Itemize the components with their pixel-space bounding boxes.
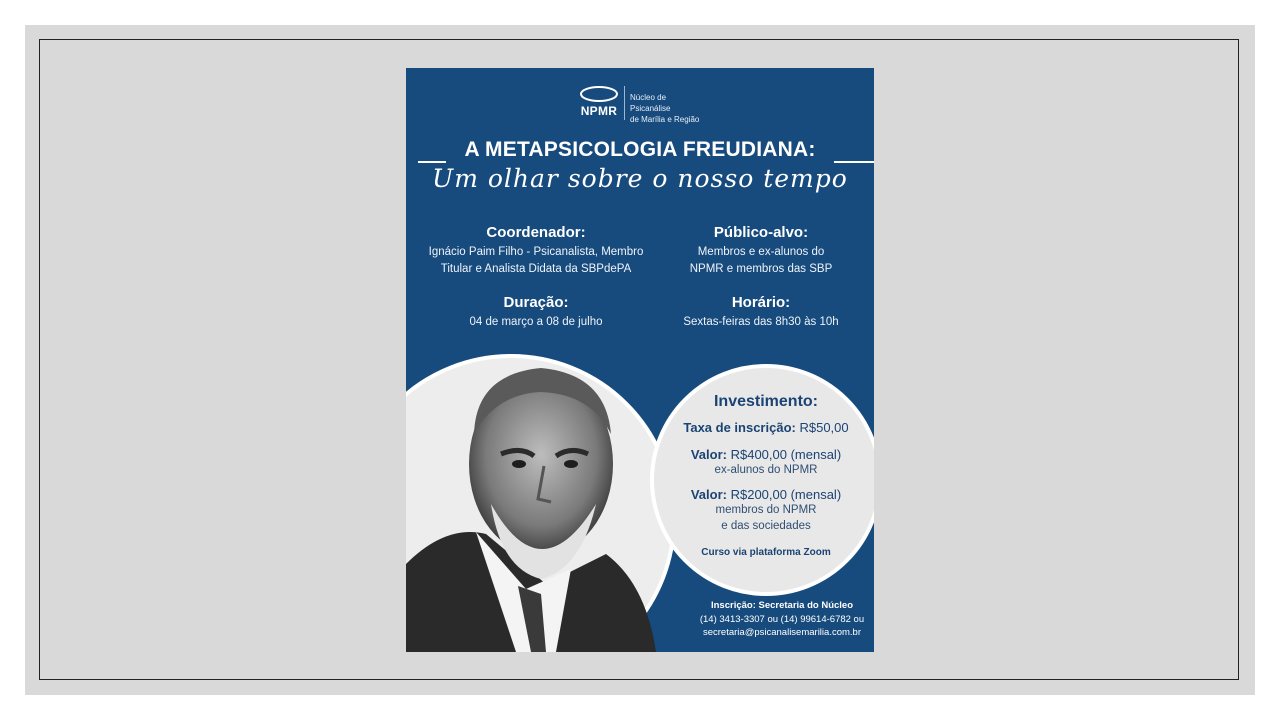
contact-phones: (14) 3413-3307 ou (14) 99614-6782 ou xyxy=(699,613,865,625)
price-2-audience-line-2: e das sociedades xyxy=(721,520,811,532)
duration-heading: Duração: xyxy=(503,294,569,311)
contact-heading: Inscrição: Secretaria do Núcleo xyxy=(710,600,854,611)
price-members xyxy=(676,487,856,534)
price-1-label: Valor: xyxy=(690,447,727,462)
coordinator-heading: Coordenador: xyxy=(486,224,586,241)
coordinator-line-1: Ignácio Paim Filho - Psicanalista, Membro xyxy=(428,246,644,258)
audience-heading: Público-alvo: xyxy=(713,224,809,241)
audience-line-1: Membros e ex-alunos do xyxy=(697,246,825,258)
price-2-label: Valor: xyxy=(690,487,727,502)
coordinator-block xyxy=(416,224,656,278)
registration-fee xyxy=(668,420,864,435)
price-1-audience: ex-alunos do NPMR xyxy=(714,464,818,476)
zoom-note-text: Curso via plataforma Zoom xyxy=(701,547,831,558)
logo-text-line-2: de Marília e Região xyxy=(630,115,700,124)
zoom-note xyxy=(676,547,856,558)
npmr-logo xyxy=(578,84,708,124)
audience-block xyxy=(666,224,856,278)
schedule-block xyxy=(666,294,856,331)
logo-text-line-1: Núcleo de Psicanálise xyxy=(630,93,671,113)
duration-text: 04 de março a 08 de julho xyxy=(469,316,603,328)
logo-text xyxy=(630,92,708,125)
schedule-text: Sextas-feiras das 8h30 às 10h xyxy=(683,316,839,328)
price-1-value: R$400,00 (mensal) xyxy=(730,447,842,462)
contact-email: secretaria@psicanalisemarilia.com.br xyxy=(702,627,861,638)
poster-title: A METAPSICOLOGIA FREUDIANA: xyxy=(464,138,816,161)
logo-abbreviation: NPMR xyxy=(580,104,618,118)
freud-portrait-image xyxy=(406,354,676,652)
course-poster xyxy=(406,68,874,652)
duration-block xyxy=(416,294,656,331)
price-2-audience-line-1: membros do NPMR xyxy=(715,504,817,516)
poster-subtitle: Um olhar sobre o nosso tempo xyxy=(432,164,848,193)
logo-divider xyxy=(624,86,625,120)
contact-block xyxy=(692,599,872,640)
price-2-value: R$200,00 (mensal) xyxy=(730,487,842,502)
schedule-heading: Horário: xyxy=(731,294,791,311)
registration-fee-value: R$50,00 xyxy=(799,420,849,435)
audience-line-2: NPMR e membros das SBP xyxy=(689,263,833,275)
investment-title: Investimento: xyxy=(713,393,818,410)
price-former-students xyxy=(676,447,856,478)
coordinator-line-2: Titular e Analista Didata da SBPdePA xyxy=(440,263,632,275)
investment-heading xyxy=(676,393,856,411)
registration-fee-label: Taxa de inscrição: xyxy=(683,420,796,435)
